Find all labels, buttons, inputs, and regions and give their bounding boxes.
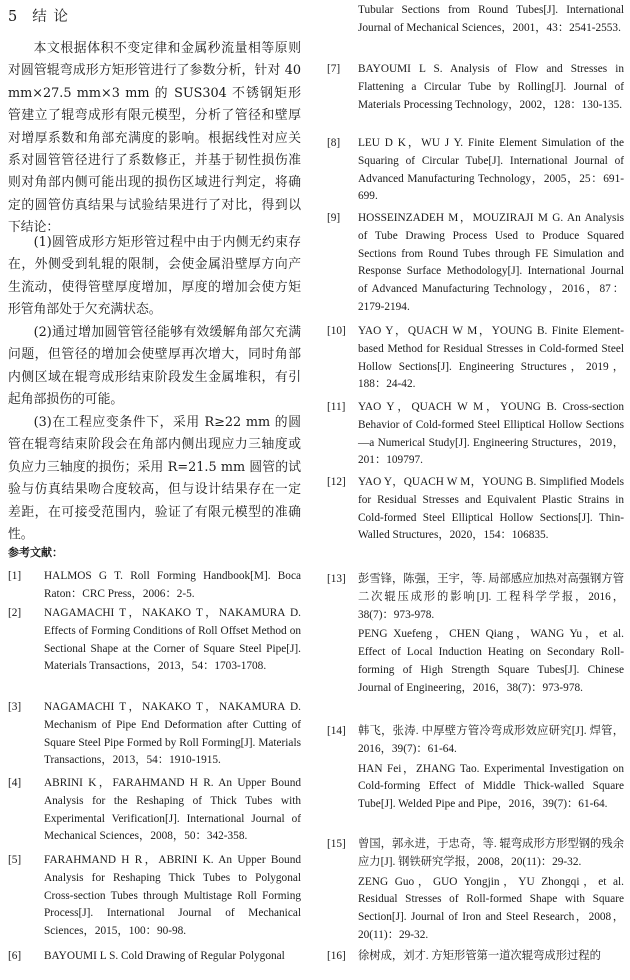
reference-text: BAYOUMI L S. Cold Drawing of Regular Polygonal <box>44 950 285 962</box>
body-paragraph: 本文根据体积不变定律和金属秒流量相等原则对圆管辊弯成形方矩形管进行了参数分析，针对 40 mm×27.5 mm×3 mm 的 SUS304 不锈钢矩形管建立了辊弯成形有限元模型，分析了管径和壁厚对增厚系数和角部充满度的影响。根据线性对应关系对圆管管径进行了系数修正，并基于韧性损伤准则对角部内侧可能出现的损伤区域进行判定，将确定的圆管仿真结果与试验结果进行了对比，得到以下结论： <box>8 41 301 236</box>
reference-number: [7] <box>327 63 341 75</box>
reference-text: HOSSEINZADEH M，MOUZIRAJI M G. An Analysis of Tube Drawing Process Used to Produce Squared Sections from Round Tubes through FE Simulation and Response Surface Methodology[J]. International Journal of Advanced Manufacturing Technology，2016，87：2179-2194. <box>358 212 624 313</box>
reference-text: YAO Y，QUACH W M，YOUNG B. Cross-section Behavior of Cold-formed Steel Elliptical Hollow Sections—a Numerical Study[J]. Engineering Structures，2019，201：109797. <box>358 401 624 467</box>
reference-number: [13] <box>327 573 346 585</box>
reference-text-en: PENG Xuefeng，CHEN Qiang，WANG Yu，et al. Effect of Local Induction Heating on Secondary Roll-forming of High Strength Square Tubes[J]. Chinese Journal of Engineering，2016，38(7)：973-978. <box>358 628 624 694</box>
reference-text-zh: 曾国，郭永进，于忠奇，等. 辊弯成形方形型钢的残余应力[J]. 钢铁研究学报，2008，20(11)：29-32. <box>358 838 624 868</box>
reference-number: [11] <box>327 401 346 413</box>
conclusion-3: (3)在工程应变条件下，采用 R≥22 mm 的圆管在辊弯结束阶段会在角部内侧出现应力三轴度或负应力三轴度的损伤；采用 R=21.5 mm 圆管的试验与仿真结果吻合度较高，但与设计结果存在一定差距，在可接受范围内，验证了有限元模型的准确性。 <box>8 415 301 543</box>
reference-text: YAO Y，QUACH W M，YOUNG B. Simplified Models for Residual Stresses and Equivalent Plastic Strains in Cold-formed Steel Elliptical Hollow Sections[J]. Thin-Walled Structures，2020，154：106835. <box>358 476 624 542</box>
reference-number: [6] <box>8 950 22 962</box>
reference-text: ABRINI K，FARAHMAND H R. An Upper Bound Analysis for the Reshaping of Thick Tubes with Experimental Verification[J]. International Journal of Mechanical Sciences，2008，50：342-358. <box>44 777 301 843</box>
reference-number: [9] <box>327 212 341 224</box>
reference-number: [2] <box>8 607 22 619</box>
conclusion-2: (2)通过增加圆管管径能够有效缓解角部欠充满问题，但管径的增加会使壁厚再次增大，同时角部内侧区域在辊弯成形结束阶段发生金属堆积，有引起角部损伤的可能。 <box>8 325 301 408</box>
reference-continuation: Tubular Sections from Round Tubes[J]. International Journal of Mechanical Sciences，2001，43：2541-2553. <box>358 4 624 34</box>
reference-number: [14] <box>327 725 346 737</box>
reference-text: LEU D K，WU J Y. Finite Element Simulation of the Squaring of Circular Tube[J]. International Journal of Advanced Manufacturing Technology，2005，25：691-699. <box>358 137 624 203</box>
reference-text: BAYOUMI L S. Analysis of Flow and Stresses in Flattening a Circular Tube by Rolling[J]. Journal of Materials Processing Technology，2002，128：130-135. <box>358 63 624 111</box>
reference-number: [16] <box>327 950 346 962</box>
section-title: 结 论 <box>32 9 69 25</box>
reference-text-zh: 彭雪锋，陈强，王宇，等. 局部感应加热对高强钢方管二次辊压成形的影响[J]. 工程科学学报，2016，38(7)：973-978. <box>358 573 624 621</box>
reference-text-zh: 韩飞，张涛. 中厚壁方管冷弯成形效应研究[J]. 焊管，2016，39(7)：61-64. <box>358 725 624 755</box>
reference-text-en: ZENG Guo，GUO Yongjin，YU Zhongqi，et al. Residual Stresses of Roll-formed Shape with Square Section[J]. Journal of Iron and Steel Research，2008，20(11)：29-32. <box>358 875 624 941</box>
reference-number: [4] <box>8 777 22 789</box>
reference-text-en: HAN Fei，ZHANG Tao. Experimental Investigation on Cold-forming Effect of Middle Thick-walled Square Tube[J]. Welded Pipe and Pipe，2016，39(7)：61-64. <box>358 762 624 811</box>
reference-text: 徐树成，刘才. 方矩形管第一道次辊弯成形过程的 <box>358 950 601 962</box>
reference-number: [8] <box>327 137 341 149</box>
reference-number: [15] <box>327 838 346 850</box>
reference-number: [3] <box>8 701 22 713</box>
reference-text: HALMOS G T. Roll Forming Handbook[M]. Boca Raton：CRC Press，2006：2-5. <box>44 570 301 600</box>
reference-text: NAGAMACHI T，NAKAKO T，NAKAMURA D. Mechanism of Pipe End Deformation after Cutting of Square Steel Pipe Formed by Roll Forming[J]. Materials Transactions，2013，54：1910-1915. <box>44 701 301 767</box>
reference-number: [10] <box>327 325 346 337</box>
section-number: 5 <box>8 9 19 25</box>
section-heading <box>8 6 69 28</box>
reference-number: [1] <box>8 570 22 582</box>
reference-text: NAGAMACHI T，NAKAKO T，NAKAMURA D. Effects of Forming Conditions of Roll Offset Method on Sectional Shape at the Corner of Square Steel Pipe[J]. Materials Transactions，2013，54：1703-1708. <box>44 607 301 673</box>
reference-text: FARAHMAND H R，ABRINI K. An Upper Bound Analysis for Reshaping Thick Tubes to Polygonal Cross-section Tubes through Multistage Roll Forming Process[J]. International Journal of Mechanical Sciences，2015，100：90-98. <box>44 854 301 938</box>
references-title: 参考文献： <box>8 546 63 559</box>
reference-number: [12] <box>327 476 346 488</box>
reference-number: [5] <box>8 854 22 866</box>
reference-text: YAO Y，QUACH W M，YOUNG B. Finite Element-based Method for Residual Stresses in Cold-formed Steel Hollow Sections[J]. Engineering Structures，2019，188：24-42. <box>358 325 624 391</box>
conclusion-1: (1)圆管成形方矩形管过程中由于内侧无约束存在，外侧受到轧辊的限制，会使金属沿壁厚方向产生流动，使得管壁厚度增加，厚度的增加会使方矩形管角部处于欠充满状态。 <box>8 235 301 318</box>
